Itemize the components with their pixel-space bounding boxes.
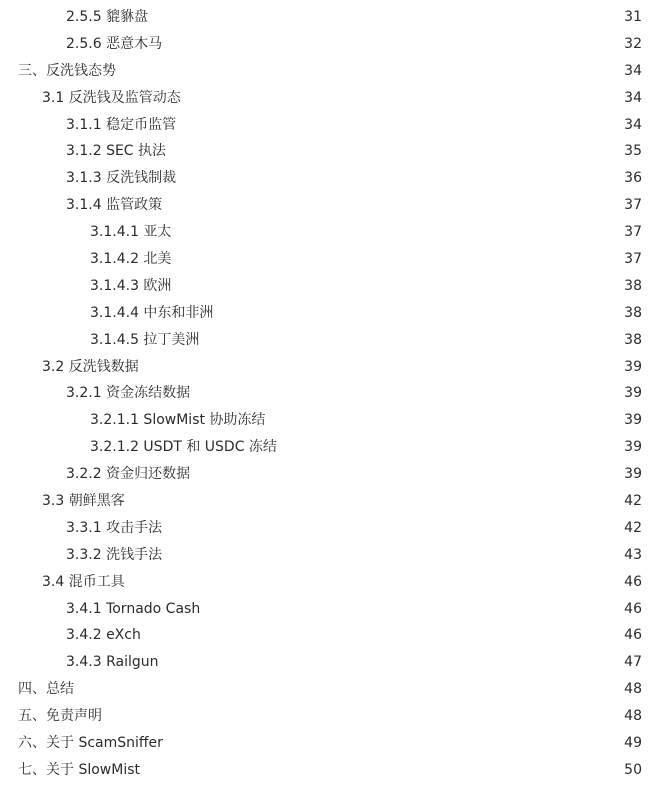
- toc-entry-page-number[interactable]: 38: [624, 277, 642, 294]
- toc-entry-title[interactable]: 四、总结: [18, 681, 74, 698]
- toc-entry[interactable]: [0, 380, 662, 407]
- toc-entry-page-number[interactable]: 35: [624, 143, 642, 160]
- toc-entry-page-number[interactable]: 48: [624, 708, 642, 725]
- toc-entry-title[interactable]: 3.1.1 稳定币监管: [66, 116, 177, 133]
- toc-entry[interactable]: [0, 649, 662, 676]
- toc-entry[interactable]: [0, 246, 662, 273]
- toc-entry-page-number[interactable]: 48: [624, 681, 642, 698]
- table-of-contents: [0, 4, 662, 784]
- toc-entry-page-number[interactable]: 47: [624, 654, 642, 671]
- toc-entry[interactable]: [0, 434, 662, 461]
- toc-entry-title[interactable]: 3.1.4.2 北美: [90, 251, 172, 268]
- toc-entry[interactable]: [0, 112, 662, 139]
- toc-entry-title[interactable]: 3.2.2 资金归还数据: [66, 466, 191, 483]
- toc-entry-page-number[interactable]: 37: [624, 224, 642, 241]
- toc-entry[interactable]: [0, 327, 662, 354]
- toc-entry-page-number[interactable]: 43: [624, 546, 642, 563]
- toc-entry-title[interactable]: 七、关于 SlowMist: [18, 761, 140, 778]
- toc-entry-page-number[interactable]: 37: [624, 251, 642, 268]
- toc-entry-page-number[interactable]: 39: [624, 466, 642, 483]
- toc-entry-page-number[interactable]: 38: [624, 304, 642, 321]
- toc-entry-page-number[interactable]: 42: [624, 493, 642, 510]
- toc-entry[interactable]: [0, 569, 662, 596]
- toc-entry[interactable]: [0, 31, 662, 58]
- toc-entry-page-number[interactable]: 50: [624, 761, 642, 778]
- toc-entry-title[interactable]: 3.3.1 攻击手法: [66, 519, 163, 536]
- toc-entry-page-number[interactable]: 39: [624, 412, 642, 429]
- toc-entry[interactable]: [0, 757, 662, 784]
- toc-entry[interactable]: [0, 4, 662, 31]
- toc-entry-page-number[interactable]: 32: [624, 35, 642, 52]
- toc-entry-title[interactable]: 3.3.2 洗钱手法: [66, 546, 163, 563]
- toc-entry[interactable]: [0, 165, 662, 192]
- toc-entry-page-number[interactable]: 39: [624, 439, 642, 456]
- toc-entry-page-number[interactable]: 34: [624, 62, 642, 79]
- toc-entry-title[interactable]: 3.1.4 监管政策: [66, 197, 163, 214]
- toc-entry-title[interactable]: 3.4.2 eXch: [66, 627, 141, 644]
- toc-entry[interactable]: [0, 488, 662, 515]
- toc-entry[interactable]: [0, 354, 662, 381]
- toc-entry[interactable]: [0, 273, 662, 300]
- toc-entry-title[interactable]: 3.2.1.2 USDT 和 USDC 冻结: [90, 439, 277, 456]
- toc-entry[interactable]: [0, 461, 662, 488]
- toc-entry-title[interactable]: 3.1.4.3 欧洲: [90, 277, 172, 294]
- toc-entry-page-number[interactable]: 42: [624, 519, 642, 536]
- toc-entry[interactable]: [0, 676, 662, 703]
- toc-entry-title[interactable]: 3.1.4.1 亚太: [90, 224, 172, 241]
- toc-entry-title[interactable]: 五、免责声明: [18, 708, 102, 725]
- toc-entry-title[interactable]: 2.5.6 恶意木马: [66, 35, 163, 52]
- toc-entry-title[interactable]: 3.3 朝鲜黑客: [42, 493, 125, 510]
- toc-entry[interactable]: [0, 515, 662, 542]
- toc-entry-title[interactable]: 3.1 反洗钱及监管动态: [42, 89, 181, 106]
- toc-entry-page-number[interactable]: 36: [624, 170, 642, 187]
- toc-entry[interactable]: [0, 58, 662, 85]
- toc-entry-page-number[interactable]: 34: [624, 89, 642, 106]
- toc-entry-page-number[interactable]: 39: [624, 385, 642, 402]
- toc-entry-title[interactable]: 3.1.4.5 拉丁美洲: [90, 331, 200, 348]
- toc-entry-title[interactable]: 3.4 混币工具: [42, 573, 125, 590]
- toc-entry-page-number[interactable]: 46: [624, 627, 642, 644]
- toc-entry[interactable]: [0, 300, 662, 327]
- toc-entry-title[interactable]: 六、关于 ScamSniffer: [18, 735, 163, 752]
- toc-entry-page-number[interactable]: 46: [624, 600, 642, 617]
- toc-entry[interactable]: [0, 138, 662, 165]
- toc-entry-page-number[interactable]: 31: [624, 9, 642, 25]
- toc-entry[interactable]: [0, 219, 662, 246]
- toc-entry-title[interactable]: 三、反洗钱态势: [18, 62, 116, 79]
- toc-entry[interactable]: [0, 85, 662, 112]
- toc-entry[interactable]: [0, 730, 662, 757]
- toc-entry-page-number[interactable]: 37: [624, 197, 642, 214]
- toc-entry-page-number[interactable]: 34: [624, 116, 642, 133]
- toc-entry-title[interactable]: 3.4.1 Tornado Cash: [66, 600, 201, 617]
- toc-entry-title[interactable]: 3.2 反洗钱数据: [42, 358, 139, 375]
- toc-entry-title[interactable]: 3.1.3 反洗钱制裁: [66, 170, 177, 187]
- toc-entry-title[interactable]: 2.5.5 貔貅盘: [66, 9, 149, 25]
- toc-entry-title[interactable]: 3.2.1 资金冻结数据: [66, 385, 191, 402]
- toc-entry-title[interactable]: 3.1.4.4 中东和非洲: [90, 304, 214, 321]
- toc-entry-page-number[interactable]: 46: [624, 573, 642, 590]
- toc-entry[interactable]: [0, 703, 662, 730]
- toc-entry-page-number[interactable]: 39: [624, 358, 642, 375]
- toc-entry[interactable]: [0, 622, 662, 649]
- toc-entry-page-number[interactable]: 49: [624, 735, 642, 752]
- toc-entry-title[interactable]: 3.1.2 SEC 执法: [66, 143, 167, 160]
- toc-entry-title[interactable]: 3.2.1.1 SlowMist 协助冻结: [90, 412, 266, 429]
- toc-entry[interactable]: [0, 596, 662, 623]
- toc-entry[interactable]: [0, 542, 662, 569]
- toc-entry[interactable]: [0, 192, 662, 219]
- toc-entry-page-number[interactable]: 38: [624, 331, 642, 348]
- toc-entry-title[interactable]: 3.4.3 Railgun: [66, 654, 159, 671]
- toc-entry[interactable]: [0, 407, 662, 434]
